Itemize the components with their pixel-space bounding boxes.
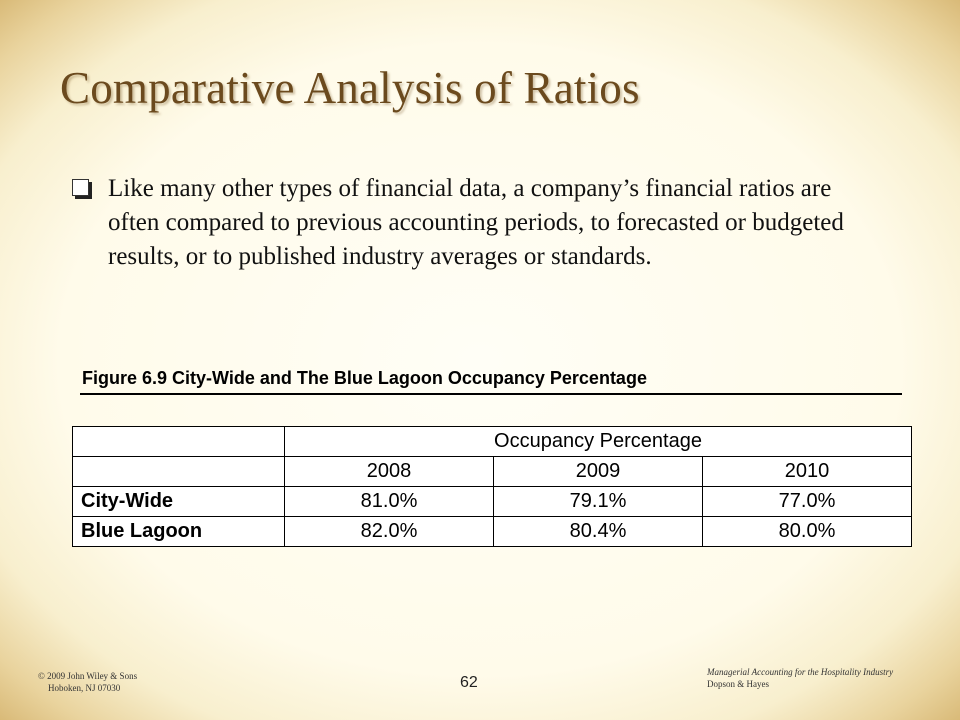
occupancy-table: [72, 426, 912, 547]
table-cell: 80.4%: [494, 517, 703, 547]
row-label-city-wide: City-Wide: [73, 487, 285, 517]
page-number: 62: [460, 674, 478, 691]
year-2009-header: 2009: [494, 457, 703, 487]
year-2010-header: 2010: [703, 457, 912, 487]
figure-caption: Figure 6.9 City-Wide and The Blue Lagoon Occupancy Percentage: [82, 368, 647, 388]
bullet-text: Like many other types of financial data, a company’s financial ratios are often compared to previous accounting periods, to forecasted or budgeted results, or to published industry averages or standards.: [108, 175, 844, 270]
table-years-row: [73, 457, 912, 487]
footer-copyright: [38, 670, 137, 694]
figure-caption-block: [80, 368, 904, 395]
book-title: Managerial Accounting for the Hospitality Industry: [707, 667, 894, 677]
table-cell: 82.0%: [285, 517, 494, 547]
copyright-line-1: © 2009 John Wiley & Sons: [38, 671, 138, 681]
bullet-item: [72, 172, 882, 274]
figure-rule: [80, 393, 902, 395]
table-corner-cell: [73, 457, 285, 487]
checkbox-bullet-icon: [72, 179, 89, 196]
table-row: [73, 517, 912, 547]
copyright-line-2: Hoboken, NJ 07030: [48, 683, 121, 693]
year-2008-header: 2008: [285, 457, 494, 487]
table-cell: 80.0%: [703, 517, 912, 547]
table-cell: 79.1%: [494, 487, 703, 517]
table-cell: 81.0%: [285, 487, 494, 517]
slide-title: Comparative Analysis of Ratios: [60, 63, 640, 113]
occupancy-percentage-header: Occupancy Percentage: [285, 427, 912, 457]
book-authors: Dopson & Hayes: [707, 679, 769, 689]
footer-book: [707, 666, 893, 690]
table-corner-cell: [73, 427, 285, 457]
row-label-blue-lagoon: Blue Lagoon: [73, 517, 285, 547]
table-row: [73, 487, 912, 517]
table-cell: 77.0%: [703, 487, 912, 517]
table-header-row: [73, 427, 912, 457]
